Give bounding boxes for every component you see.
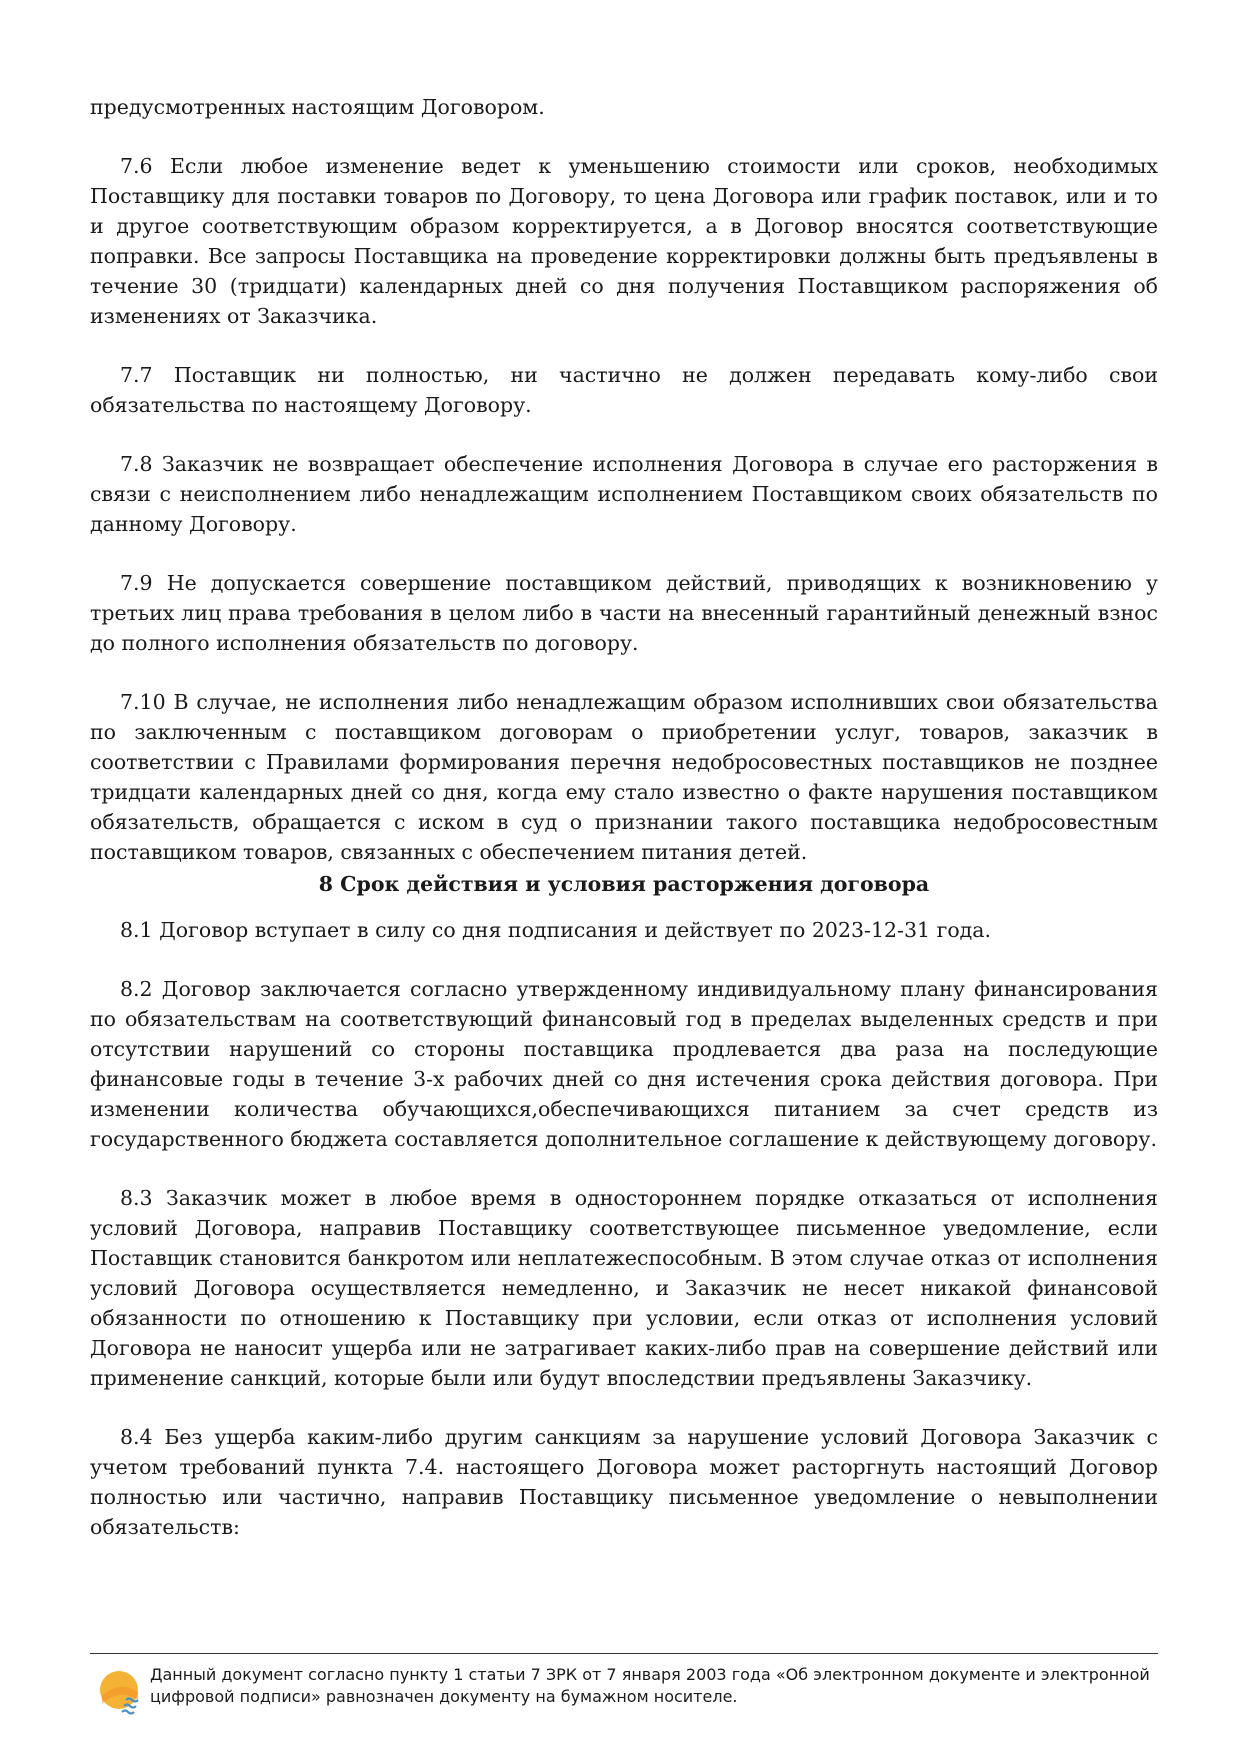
footer-legal-text: Данный документ согласно пункту 1 статьи 7 ЗРК от 7 января 2003 года «Об электронном документе и электронной цифровой подписи» равнозначен документу на бумажном носителе. (150, 1665, 1150, 1706)
page-footer (90, 1653, 1158, 1706)
section-8-heading: 8 Срок действия и условия расторжения договора (318, 872, 930, 896)
paragraph-8-3: 8.3 Заказчик может в любое время в одностороннем порядке отказаться от исполнения условий Договора, направив Поставщику соответствующее письменное уведомление, если Поставщик становится банкротом или неплатежеспособным. В этом случае отказ от исполнения условий Договора осуществляется немедленно, и Заказчик не несет никакой финансовой обязанности по отношению к Поставщику при условии, если отказ от исполнения условий Договора не наносит ущерба или не затрагивает каких-либо прав на совершение действий или применение санкций, которые были или будут впоследствии предъявлены Заказчику. (90, 1186, 1158, 1390)
paragraph-7-10: 7.10 В случае, не исполнения либо ненадлежащим образом исполнивших свои обязательства по заключенным с поставщиком договорам о приобретении услуг, товаров, заказчик в соответствии с Правилами формирования перечня недобросовестных поставщиков не позднее тридцати календарных дней со дня, когда ему стало известно о факте нарушения поставщиком обязательств, обращается с иском в суд о признании такого поставщика недобросовестным поставщиком товаров, связанных с обеспечением питания детей. (90, 690, 1158, 864)
paragraph-7-9: 7.9 Не допускается совершение поставщиком действий, приводящих к возникновению у третьих лиц права требования в целом либо в части на внесенный гарантийный денежный взнос до полного исполнения обязательств по договору. (90, 571, 1158, 655)
paragraph-8-4: 8.4 Без ущерба каким-либо другим санкциям за нарушение условий Договора Заказчик с учетом требований пункта 7.4. настоящего Договора может расторгнуть настоящий Договор полностью или частично, направив Поставщику письменное уведомление о невыполнении обязательств: (90, 1425, 1158, 1539)
paragraph-7-6: 7.6 Если любое изменение ведет к уменьшению стоимости или сроков, необходимых Поставщику для поставки товаров по Договору, то цена Договора или график поставок, или и то и другое соответствующим образом корректируется, а в Договор вносятся соответствующие поправки. Все запросы Поставщика на проведение корректировки должны быть предъявлены в течение 30 (тридцати) календарных дней со дня получения Поставщиком распоряжения об изменениях от Заказчика. (90, 154, 1158, 328)
eds-logo-icon (94, 1666, 144, 1716)
paragraph-8-1: 8.1 Договор вступает в силу со дня подписания и действует по 2023-12-31 года. (120, 918, 992, 942)
document-body (90, 92, 1158, 1571)
paragraph-7-8: 7.8 Заказчик не возвращает обеспечение исполнения Договора в случае его расторжения в связи с неисполнением либо ненадлежащим исполнением Поставщиком своих обязательств по данному Договору. (90, 452, 1158, 536)
paragraph-continuation: предусмотренных настоящим Договором. (90, 95, 545, 119)
paragraph-8-2: 8.2 Договор заключается согласно утвержденному индивидуальному плану финансирования по обязательствам на соответствующий финансовый год в пределах выделенных средств и при отсутствии нарушений со стороны поставщика продлевается два раза на последующие финансовые годы в течение 3-х рабочих дней со дня истечения срока действия договора. При изменении количества обучающихся,обеспечивающихся питанием за счет средств из государственного бюджета составляется дополнительное соглашение к действующему договору. (90, 977, 1158, 1151)
paragraph-7-7: 7.7 Поставщик ни полностью, ни частично не должен передавать кому-либо свои обязательства по настоящему Договору. (90, 363, 1158, 417)
